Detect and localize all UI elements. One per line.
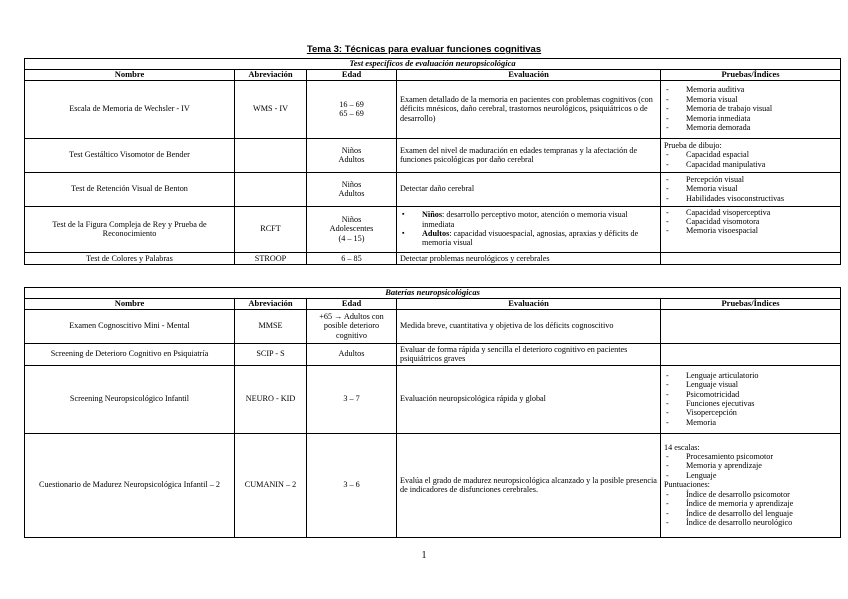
edad-line: Adultos bbox=[338, 155, 365, 165]
row-pruebas bbox=[661, 343, 841, 365]
col-header-edad: Edad bbox=[307, 298, 397, 309]
table-row bbox=[25, 252, 841, 264]
list-item: - Memoria y aprendizaje bbox=[664, 461, 837, 470]
list-item: - Capacidad espacial bbox=[664, 150, 837, 159]
row-nombre: Escala de Memoria de Wechsler - IV bbox=[25, 80, 235, 138]
list-item: - Lenguaje visual bbox=[664, 380, 837, 389]
list-item: - Funciones ejecutivas bbox=[664, 399, 837, 408]
list-item: - Memoria visoespacial bbox=[664, 226, 837, 235]
list-item: - Memoria bbox=[664, 418, 837, 427]
puntuaciones-intro: Puntuaciones: bbox=[664, 480, 710, 490]
row-evaluacion: Examen detallado de la memoria en pacientes con problemas cognitivos (con déficits mnésicos, daño cerebral, trastornos neurológicos, psiquiátricos o de desarrollo) bbox=[397, 80, 661, 138]
row-edad: +65 → Adultos con posible deterioro cognitivo bbox=[307, 309, 397, 343]
col-header-pruebas: Pruebas/Índices bbox=[661, 69, 841, 80]
item-label: Adultos bbox=[422, 229, 450, 239]
row-evaluacion bbox=[397, 206, 661, 252]
edad-line: Niños bbox=[341, 179, 362, 189]
list-item: - Habilidades visoconstructivas bbox=[664, 194, 837, 203]
row-edad bbox=[307, 172, 397, 206]
item-text: : capacidad visuoespacial, agnosias, apraxias y déficits de memoria visual bbox=[422, 229, 639, 248]
row-evaluacion: Medida breve, cuantitativa y objetiva de los déficits cognoscitivo bbox=[397, 309, 661, 343]
col-header-nombre: Nombre bbox=[25, 298, 235, 309]
table-row bbox=[25, 309, 841, 343]
list-item bbox=[400, 210, 657, 229]
row-evaluacion: Evaluar de forma rápida y sencilla el deterioro cognitivo en pacientes psiquiátricos graves bbox=[397, 343, 661, 365]
row-abrev: CUMANIN – 2 bbox=[235, 433, 307, 537]
row-abrev: NEURO - KID bbox=[235, 365, 307, 433]
row-edad bbox=[307, 80, 397, 138]
list-item: - Capacidad visomotora bbox=[664, 217, 837, 226]
row-nombre: Cuestionario de Madurez Neuropsicológica Infantil – 2 bbox=[25, 433, 235, 537]
row-edad bbox=[307, 206, 397, 252]
col-header-nombre: Nombre bbox=[25, 69, 235, 80]
list-item: - Percepción visual bbox=[664, 175, 837, 184]
list-item: - Índice de desarrollo neurológico bbox=[664, 518, 837, 527]
row-pruebas bbox=[661, 206, 841, 252]
edad-line: 16 – 69 bbox=[339, 99, 364, 109]
table-row bbox=[25, 80, 841, 138]
row-edad: 6 – 85 bbox=[307, 252, 397, 264]
list-item: - Memoria visual bbox=[664, 95, 837, 104]
table-caption: Baterías neuropsicológicas bbox=[25, 288, 841, 299]
item-label: Niños bbox=[422, 210, 443, 220]
col-header-edad: Edad bbox=[307, 69, 397, 80]
row-nombre: Test de Colores y Palabras bbox=[25, 252, 235, 264]
row-pruebas bbox=[661, 252, 841, 264]
edad-line: Adolescentes bbox=[329, 224, 374, 234]
list-item: - Memoria de trabajo visual bbox=[664, 104, 837, 113]
row-evaluacion: Evaluación neuropsicológica rápida y global bbox=[397, 365, 661, 433]
list-item: - Memoria inmediata bbox=[664, 114, 837, 123]
col-header-abreviacion: Abreviación bbox=[235, 298, 307, 309]
table-row bbox=[25, 433, 841, 537]
row-nombre: Test Gestáltico Visomotor de Bender bbox=[25, 138, 235, 172]
table-row bbox=[25, 343, 841, 365]
row-abrev: MMSE bbox=[235, 309, 307, 343]
row-abrev: WMS - IV bbox=[235, 80, 307, 138]
col-header-evaluacion: Evaluación bbox=[397, 298, 661, 309]
row-abrev: RCFT bbox=[235, 206, 307, 252]
row-pruebas bbox=[661, 80, 841, 138]
row-pruebas bbox=[661, 309, 841, 343]
row-evaluacion: Detectar daño cerebral bbox=[397, 172, 661, 206]
row-evaluacion: Evalúa el grado de madurez neuropsicológica alcanzado y la posible presencia de indicadores de disfunciones cerebrales. bbox=[397, 433, 661, 537]
edad-line: Adultos bbox=[338, 189, 365, 199]
list-item: - Capacidad visoperceptiva bbox=[664, 208, 837, 217]
edad-line: Niños bbox=[341, 214, 362, 224]
row-pruebas bbox=[661, 433, 841, 537]
page-number: 1 bbox=[421, 550, 427, 561]
col-header-evaluacion: Evaluación bbox=[397, 69, 661, 80]
row-nombre: Examen Cognoscitivo Mini - Mental bbox=[25, 309, 235, 343]
col-header-pruebas: Pruebas/Índices bbox=[661, 298, 841, 309]
row-edad bbox=[307, 138, 397, 172]
table-row bbox=[25, 365, 841, 433]
list-item: - Procesamiento psicomotor bbox=[664, 452, 837, 461]
table-row bbox=[25, 138, 841, 172]
escalas-intro: 14 escalas: bbox=[664, 442, 700, 452]
edad-line: (4 – 15) bbox=[338, 233, 365, 243]
col-header-abreviacion: Abreviación bbox=[235, 69, 307, 80]
list-item: - Memoria demorada bbox=[664, 123, 837, 132]
row-pruebas bbox=[661, 138, 841, 172]
document-title: Tema 3: Técnicas para evaluar funciones cognitivas bbox=[306, 44, 542, 55]
list-item: - Visopercepción bbox=[664, 408, 837, 417]
list-item: - Memoria auditiva bbox=[664, 85, 837, 94]
list-item bbox=[400, 229, 657, 248]
pruebas-intro: Prueba de dibujo: bbox=[664, 140, 722, 150]
list-item: - Lenguaje articulatorio bbox=[664, 371, 837, 380]
list-item: - Índice de desarrollo del lenguaje bbox=[664, 509, 837, 518]
row-abrev: SCIP - S bbox=[235, 343, 307, 365]
list-item: - Lenguaje bbox=[664, 471, 837, 480]
list-item: - Índice de memoria y aprendizaje bbox=[664, 499, 837, 508]
row-abrev: STROOP bbox=[235, 252, 307, 264]
list-item: - Capacidad manipulativa bbox=[664, 160, 837, 169]
table-row bbox=[25, 206, 841, 252]
list-item: - Psicomotricidad bbox=[664, 390, 837, 399]
row-abrev bbox=[235, 172, 307, 206]
table-row bbox=[25, 172, 841, 206]
table-caption: Test específicos de evaluación neuropsicológica bbox=[25, 59, 841, 70]
edad-line: Niños bbox=[341, 145, 362, 155]
row-evaluacion: Detectar problemas neurológicos y cerebrales bbox=[397, 252, 661, 264]
row-nombre: Test de Retención Visual de Benton bbox=[25, 172, 235, 206]
item-text: : desarrollo perceptivo motor, atención o memoria visual inmediata bbox=[422, 210, 628, 229]
row-abrev bbox=[235, 138, 307, 172]
specific-tests-table bbox=[24, 58, 841, 265]
row-edad: 3 – 7 bbox=[307, 365, 397, 433]
row-edad: 3 – 6 bbox=[307, 433, 397, 537]
row-edad: Adultos bbox=[307, 343, 397, 365]
row-pruebas bbox=[661, 365, 841, 433]
list-item: - Índice de desarrollo psicomotor bbox=[664, 490, 837, 499]
neuropsych-batteries-table bbox=[24, 287, 841, 538]
row-nombre: Screening Neuropsicológico Infantil bbox=[25, 365, 235, 433]
row-evaluacion: Examen del nivel de maduración en edades tempranas y la afectación de funciones psicológicas por daño cerebral bbox=[397, 138, 661, 172]
row-nombre: Screening de Deterioro Cognitivo en Psiquiatría bbox=[25, 343, 235, 365]
list-item: - Memoria visual bbox=[664, 184, 837, 193]
edad-line: 65 – 69 bbox=[339, 109, 364, 119]
row-nombre: Test de la Figura Compleja de Rey y Prueba de Reconocimiento bbox=[25, 206, 235, 252]
row-pruebas bbox=[661, 172, 841, 206]
